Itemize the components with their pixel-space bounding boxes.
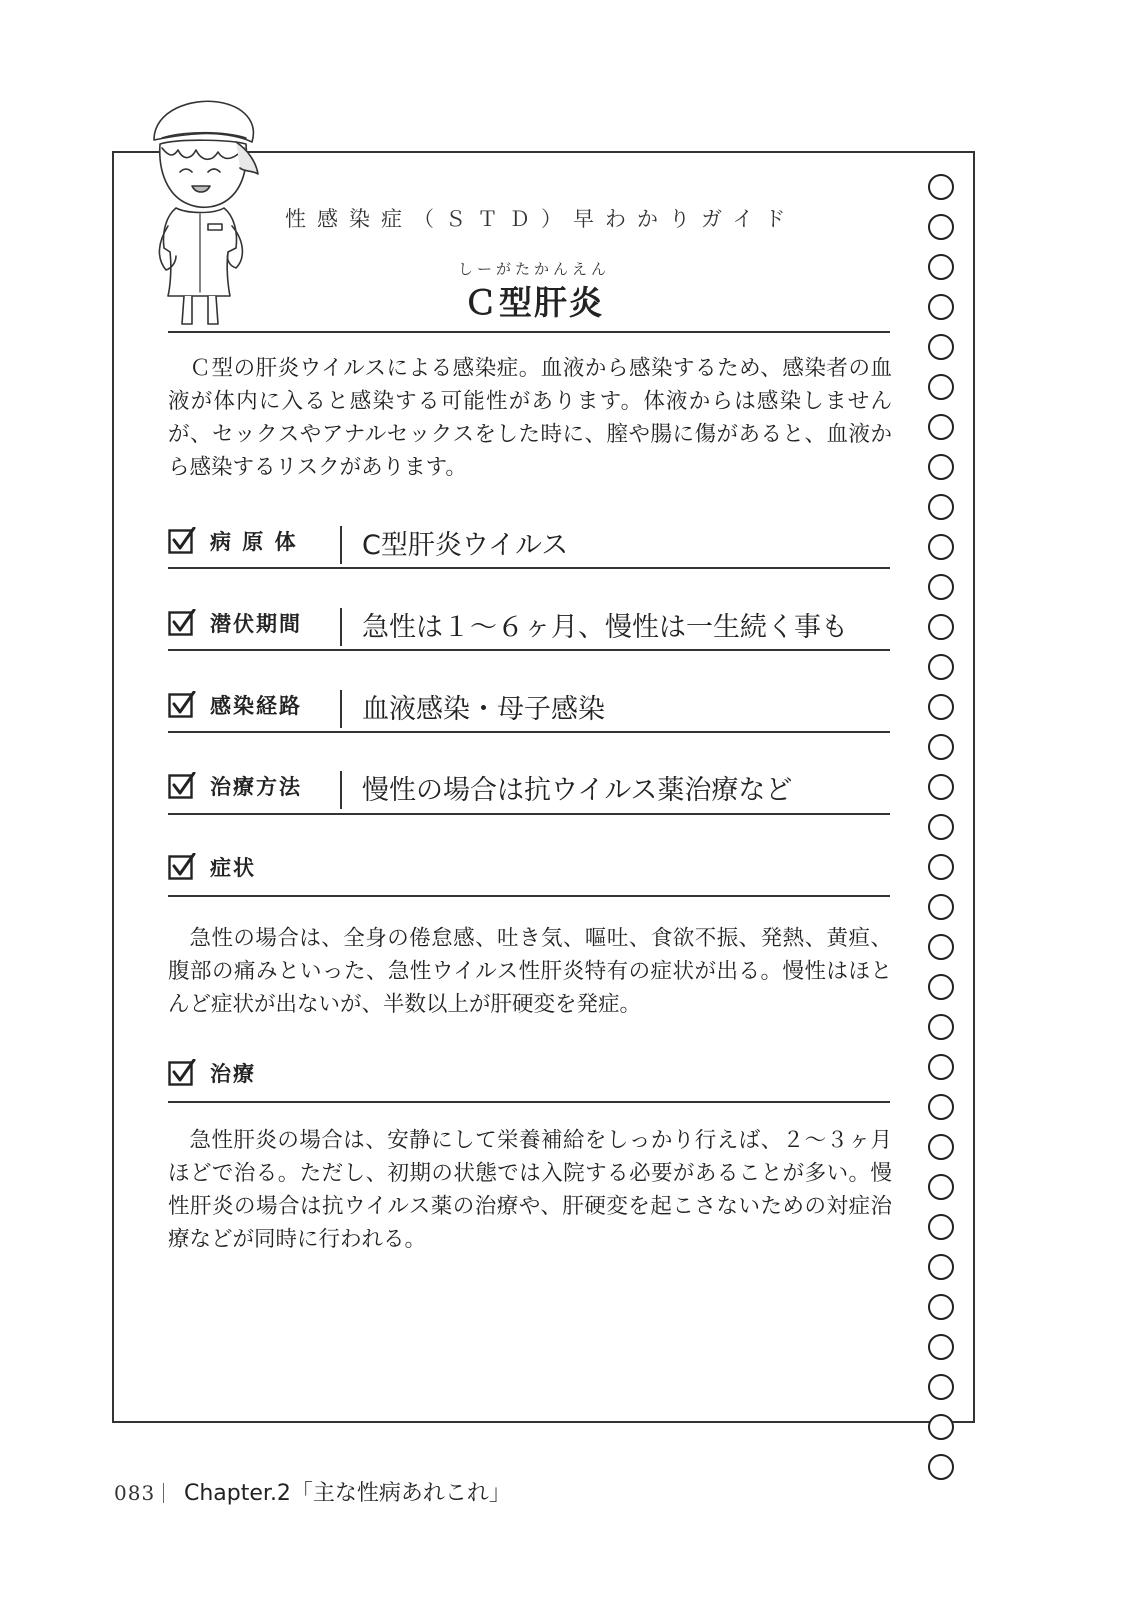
- binder-ring-icon: [928, 1014, 954, 1040]
- row-label: 感染経路: [210, 694, 302, 718]
- row-value: C型肝炎ウイルス: [362, 530, 569, 561]
- binder-ring-icon: [928, 1374, 954, 1400]
- binder-ring-icon: [928, 294, 954, 320]
- section-treatment-heading: [168, 1056, 256, 1090]
- binder-ring-icon: [928, 334, 954, 360]
- row-separator: [340, 608, 342, 646]
- binder-ring-icon: [928, 694, 954, 720]
- page-number: 083: [114, 1481, 156, 1505]
- binder-ring-icon: [928, 1054, 954, 1080]
- title-divider: [168, 331, 890, 333]
- binder-ring-icon: [928, 1254, 954, 1280]
- binder-ring-icon: [928, 654, 954, 680]
- binder-ring-icon: [928, 854, 954, 880]
- section-divider: [168, 1101, 890, 1103]
- row-divider: [168, 813, 890, 815]
- row-pathogen: [168, 524, 298, 558]
- binder-ring-icon: [928, 1134, 954, 1160]
- binder-ring-icon: [928, 374, 954, 400]
- row-label: 治療方法: [210, 775, 302, 799]
- row-divider: [168, 731, 890, 733]
- binder-ring-icon: [928, 454, 954, 480]
- row-separator: [340, 771, 342, 809]
- binder-rings: [928, 174, 956, 1494]
- symptoms-paragraph: 急性の場合は、全身の倦怠感、吐き気、嘔吐、食欲不振、発熱、黄疸、腹部の痛みといった、急性ウイルス性肝炎特有の症状が出る。慢性はほとんど症状が出ないが、半数以上が肝硬変を発症。: [168, 926, 892, 1017]
- row-divider: [168, 567, 890, 569]
- row-value: 血液感染・母子感染: [362, 694, 605, 725]
- binder-ring-icon: [928, 1214, 954, 1240]
- section-heading: 治療: [210, 1062, 256, 1086]
- checkbox-checked-icon: [168, 772, 196, 800]
- checkbox-checked-icon: [168, 1059, 196, 1087]
- chapter-title: Chapter.2「主な性病あれこれ」: [184, 1481, 511, 1506]
- binder-ring-icon: [928, 614, 954, 640]
- binder-ring-icon: [928, 734, 954, 760]
- row-separator: [340, 690, 342, 728]
- row-value: 慢性の場合は抗ウイルス薬治療など: [362, 775, 793, 806]
- section-heading: 症状: [210, 856, 256, 880]
- binder-ring-icon: [928, 494, 954, 520]
- row-treatment-method: [168, 769, 302, 803]
- checkbox-checked-icon: [168, 853, 196, 881]
- row-incubation: [168, 606, 302, 640]
- checkbox-checked-icon: [168, 527, 196, 555]
- row-label: 潜伏期間: [210, 612, 302, 636]
- binder-ring-icon: [928, 214, 954, 240]
- title-furigana: しーがたかんえん: [457, 260, 610, 278]
- row-divider: [168, 649, 890, 651]
- binder-ring-icon: [928, 814, 954, 840]
- intro-paragraph: Ｃ型の肝炎ウイルスによる感染症。血液から感染するため、感染者の血液が体内に入ると感染する可能性があります。体液からは感染しませんが、セックスやアナルセックスをした時に、膣や腸に傷があると、血液から感染するリスクがあります。: [168, 356, 892, 480]
- binder-ring-icon: [928, 1094, 954, 1120]
- checkbox-checked-icon: [168, 691, 196, 719]
- row-separator: [340, 526, 342, 564]
- page-title: Ｃ型肝炎: [464, 283, 604, 322]
- binder-ring-icon: [928, 174, 954, 200]
- binder-ring-icon: [928, 1334, 954, 1360]
- binder-ring-icon: [928, 414, 954, 440]
- footer-separator: [163, 1483, 164, 1503]
- checkbox-checked-icon: [168, 609, 196, 637]
- guide-title: 性感染症（ＳＴＤ）早わかりガイド: [285, 207, 797, 231]
- nurse-mascot-illustration: [140, 92, 264, 330]
- binder-ring-icon: [928, 974, 954, 1000]
- binder-ring-icon: [928, 934, 954, 960]
- row-infection-route: [168, 688, 302, 722]
- treatment-paragraph: 急性肝炎の場合は、安静にして栄養補給をしっかり行えば、２～３ヶ月ほどで治る。ただし、初期の状態では入院する必要があることが多い。慢性肝炎の場合は抗ウイルス薬の治療や、肝硬変を起こさないための対症治療などが同時に行われる。: [168, 1128, 892, 1252]
- binder-ring-icon: [928, 774, 954, 800]
- binder-ring-icon: [928, 574, 954, 600]
- binder-ring-icon: [928, 1414, 954, 1440]
- binder-ring-icon: [928, 894, 954, 920]
- binder-ring-icon: [928, 1294, 954, 1320]
- section-divider: [168, 895, 890, 897]
- binder-ring-icon: [928, 1454, 954, 1480]
- row-value: 急性は１～６ヶ月、慢性は一生続く事も: [362, 612, 848, 643]
- binder-ring-icon: [928, 254, 954, 280]
- binder-ring-icon: [928, 1174, 954, 1200]
- section-symptoms-heading: [168, 850, 256, 884]
- binder-ring-icon: [928, 534, 954, 560]
- row-label: 病 原 体: [210, 530, 298, 554]
